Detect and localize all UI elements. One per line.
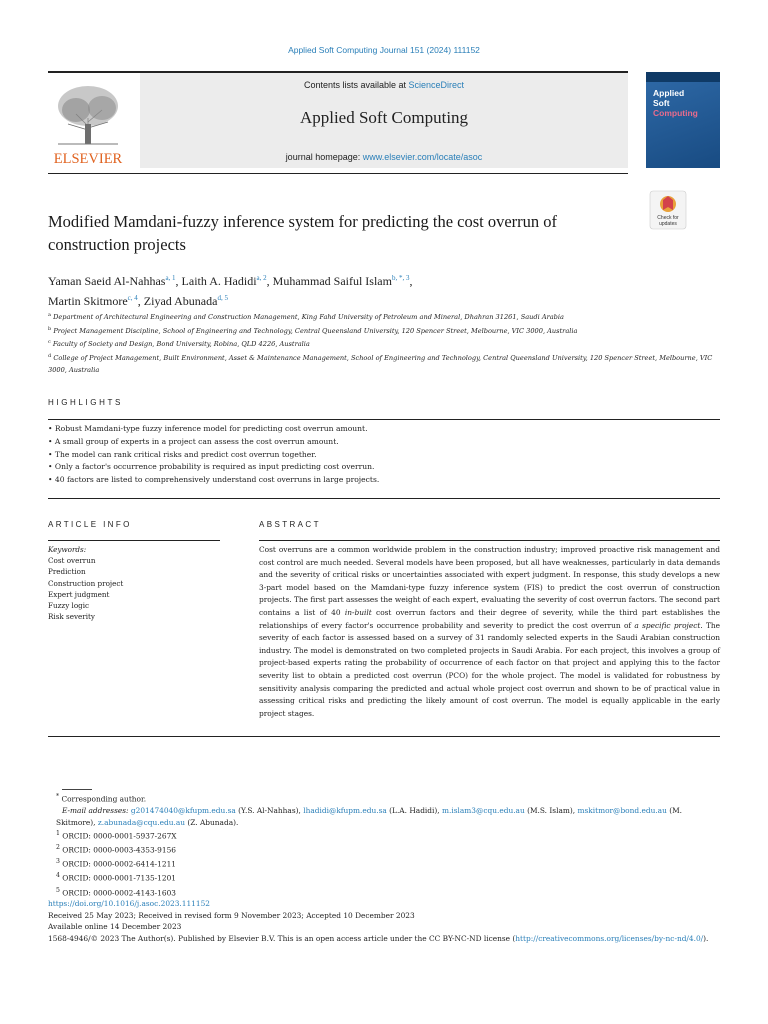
- article-title: Modified Mamdani-fuzzy inference system for predicting the cost overrun of construction projects: [48, 212, 558, 254]
- author-affil-marks[interactable]: a, 2: [256, 274, 267, 282]
- highlight-item: • A small group of experts in a project can assess the cost overrun amount.: [48, 436, 339, 446]
- affiliation-item: $^c$ Faculty of Society and Design, Bond University, Robina, QLD 4226, Australia: [48, 339, 310, 349]
- author-name: Yaman Saeid Al-Nahhas: [48, 274, 166, 288]
- highlight-item: • Robust Mamdani-type fuzzy inference model for predicting cost overrun amount.: [48, 424, 368, 433]
- author-list: Yaman Saeid Al-Nahhas$^{a, 1}$, Laith A. Hadidi$^{a, 2}$, Muhammad Saiful Islam$^{b, *, 3}$, Martin Skitmore$^{c, 4}$, Ziyad Abunada$^{d, 5}$: [48, 274, 413, 308]
- author-affil-marks[interactable]: b, *, 3: [391, 274, 410, 282]
- keywords-block: [48, 544, 218, 622]
- abstract-heading: ABSTRACT: [259, 520, 321, 529]
- homepage-link[interactable]: www.elsevier.com/locate/asoc: [362, 152, 483, 162]
- author-name: Muhammad Saiful Islam: [272, 274, 392, 288]
- orcid-note: $^3$ ORCID: 0000-0002-6414-1211: [56, 858, 176, 869]
- journal-cover[interactable]: Applied Soft Computing: [646, 72, 720, 168]
- affiliation-list: [48, 310, 720, 376]
- keyword-item: Fuzzy logic: [48, 601, 90, 611]
- check-for-updates-icon[interactable]: [648, 190, 688, 230]
- email-addresses: E-mail addresses: g201474040@kfupm.edu.sa (Y.S. Al-Nahhas), lhadidi@kfupm.edu.sa (L.A. Hadidi), m.islam3@cqu.edu.au (M.S. Islam), mskitmor@bond.edu.au (M. Skitmore), z.abunada@cqu.edu.au (Z. Abunada).: [56, 806, 683, 827]
- orcid-note: $^1$ ORCID: 0000-0001-5937-267X: [56, 830, 177, 841]
- abstract-rule: [259, 540, 720, 541]
- email-link[interactable]: z.abunada@cqu.edu.au: [97, 817, 186, 827]
- email-link[interactable]: mskitmor@bond.edu.au: [577, 806, 667, 816]
- journal-homepage: journal homepage: www.elsevier.com/locate/asoc: [285, 152, 483, 162]
- article-info-heading: ARTICLE INFO: [48, 520, 132, 529]
- elsevier-wordmark: ELSEVIER: [53, 151, 123, 167]
- received-dates: Received 25 May 2023; Received in revised form 9 November 2023; Accepted 10 December 2023: [48, 910, 415, 920]
- journal-name: Applied Soft Computing: [299, 108, 469, 127]
- abstract-text: Cost overruns are a common worldwide problem in the construction industry; improved proactive risk management and cost control are much needed. Several models have been proposed, but all have weaknesses, particularly in data demands and the severity of critical risks or uncertainties associated with expert judgment. In response, this study develops a new 3-part model based on the Mamdani-type fuzzy inference system (FIS) to predict the cost overrun of construction projects. The first part assesses the weight of each expert, evaluating the severity of cost overrun factors. The second part contains a list of 40 in-built cost overrun factors and their degree of severity, while the third part establishes the relationships of every factor's occurrence probability and severity to predict the cost overrun of a specific project. The severity of each factor is assessed based on a survey of 31 randomly selected experts in the Saudi Arabian construction industry. The model is demonstrated on two completed projects in Saudi Arabia. For each project, this involves a group of project-based experts rating the probability of occurrence of each factor on that project and applying this to the factor severity list to obtain a predicted cost overrun (PCO) for the whole project. The model is validated for robustness by sensitivity analysis comparing the predicted and actual whole project cost overrun and shown to be of practical value in assessing critical risks and predicting the likely amount of cost overrun. The model is equally applicable in the early project stages.: [259, 545, 721, 718]
- keyword-item: Construction project: [48, 578, 124, 588]
- author-affil-marks[interactable]: d, 5: [217, 294, 228, 302]
- highlight-item: • Only a factor's occurrence probability is required as input predicting cost overrun.: [48, 462, 375, 472]
- footnotes: [48, 791, 720, 899]
- orcid-note: $^4$ ORCID: 0000-0001-7135-1201: [56, 872, 176, 883]
- keyword-item: Prediction: [48, 567, 86, 577]
- abstract-bottom-rule: [48, 736, 720, 737]
- author-name: Martin Skitmore: [48, 294, 128, 308]
- journal-citation[interactable]: Applied Soft Computing Journal 151 (2024) 111152: [288, 45, 480, 55]
- keyword-item: Risk severity: [48, 612, 95, 622]
- svg-text:updates: updates: [659, 221, 677, 227]
- email-link[interactable]: g201474040@kfupm.edu.sa: [130, 806, 236, 816]
- author-name: Laith A. Hadidi: [181, 274, 257, 288]
- author-affil-marks[interactable]: a, 1: [165, 274, 176, 282]
- keyword-item: Expert judgment: [48, 589, 110, 599]
- keywords-label: Keywords:: [48, 545, 87, 554]
- affiliation-item: $^b$ Project Management Discipline, School of Engineering and Technology, Central Queensland University, 120 Spencer Street, Melbourne, VIC 3000, Australia: [48, 325, 578, 335]
- corresponding-note: * Corresponding author.: [56, 793, 147, 804]
- highlights-bottom-rule: [48, 498, 720, 499]
- highlights-top-rule: [48, 419, 720, 420]
- publication-info: [48, 898, 720, 944]
- article-info-rule: [48, 540, 220, 541]
- license-link[interactable]: http://creativecommons.org/licenses/by-nc-nd/4.0/: [515, 933, 704, 943]
- orcid-note: $^5$ ORCID: 0000-0002-4143-1603: [56, 886, 176, 897]
- author-name: Ziyad Abunada: [143, 294, 218, 308]
- elsevier-tree-logo: [48, 78, 128, 168]
- header-bottom-rule: [48, 173, 628, 174]
- doi-link[interactable]: https://doi.org/10.1016/j.asoc.2023.111152: [48, 899, 210, 908]
- highlight-item: • The model can rank critical risks and predict cost overrun together.: [48, 449, 317, 459]
- affiliation-item: $^a$ Department of Architectural Engineering and Construction Management, King Fahd University of Petroleum and Mineral, Dhahran 31261, Saudi Arabia: [48, 312, 564, 322]
- sciencedirect-link[interactable]: ScienceDirect: [408, 80, 465, 90]
- highlight-item: • 40 factors are listed to comprehensively understand cost overruns in large projects.: [48, 475, 380, 485]
- contents-available: Contents lists available at ScienceDirect: [303, 80, 465, 90]
- email-link[interactable]: lhadidi@kfupm.edu.sa: [303, 806, 387, 816]
- highlights-heading: HIGHLIGHTS: [48, 398, 123, 407]
- author-affil-marks[interactable]: c, 4: [127, 294, 138, 302]
- email-link[interactable]: m.islam3@cqu.edu.au: [441, 806, 525, 816]
- orcid-note: $^2$ ORCID: 0000-0003-4353-9156: [56, 844, 176, 855]
- highlights-list: [48, 423, 720, 487]
- footnote-rule: [62, 789, 92, 790]
- online-date: Available online 14 December 2023: [48, 922, 182, 932]
- license-note: 1568-4946/© 2023 The Author(s). Published by Elsevier B.V. This is an open access article under the CC BY-NC-ND license (http://creativecommons.org/licenses/by-nc-nd/4.0/).: [48, 933, 709, 943]
- keyword-item: Cost overrun: [48, 556, 96, 566]
- affiliation-item: $^d$ College of Project Management, Built Environment, Asset & Maintenance Management, School of Engineering and Technology, Central Queensland University, 120 Spencer Street, Melbourne, VIC 3000, Australia: [48, 353, 713, 374]
- svg-text:Check for: Check for: [657, 215, 679, 221]
